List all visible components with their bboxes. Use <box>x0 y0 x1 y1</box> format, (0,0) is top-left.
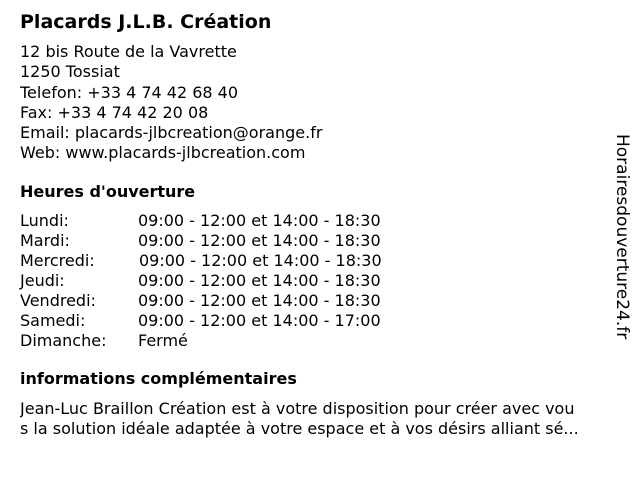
info-line: s la solution idéale adaptée à votre espace et à vos désirs alliant sé... <box>20 418 579 438</box>
hours-row-saturday <box>20 311 610 331</box>
day-hours: 09:00 - 12:00 et 14:00 - 18:30 <box>138 210 381 230</box>
day-hours: 09:00 - 12:00 et 14:00 - 18:30 <box>138 230 381 250</box>
day-label: Lundi: <box>20 210 69 230</box>
site-watermark: Horairesdouverture24.fr <box>612 134 632 340</box>
hours-row-monday <box>20 211 610 231</box>
email-address: Email: placards-jlbcreation@orange.fr <box>20 123 323 143</box>
opening-hours-heading: Heures d'ouverture <box>20 181 196 201</box>
postal-city: 1250 Tossiat <box>20 62 120 82</box>
phone-number: Telefon: +33 4 74 42 68 40 <box>20 82 239 102</box>
day-label: Samedi: <box>20 310 86 330</box>
contact-block <box>20 42 610 164</box>
fax-number: Fax: +33 4 74 42 20 08 <box>20 102 209 122</box>
info-line: Jean-Luc Braillon Création est à votre disposition pour créer avec vou <box>20 398 575 418</box>
opening-hours-table <box>20 211 610 351</box>
business-card <box>20 10 610 439</box>
hours-row-sunday <box>20 331 610 351</box>
day-hours: 09:00 - 12:00 et 14:00 - 18:30 <box>139 250 382 270</box>
hours-row-thursday <box>20 271 610 291</box>
day-label: Dimanche: <box>20 330 107 350</box>
day-label: Jeudi: <box>20 270 65 290</box>
additional-info-heading: informations complémentaires <box>20 368 297 388</box>
business-name: Placards J.L.B. Création <box>20 11 272 33</box>
day-hours: 09:00 - 12:00 et 14:00 - 18:30 <box>138 290 381 310</box>
hours-row-wednesday <box>20 251 610 271</box>
additional-info-text <box>20 399 630 439</box>
hours-row-tuesday <box>20 231 610 251</box>
day-label: Mardi: <box>20 230 70 250</box>
hours-row-friday <box>20 291 610 311</box>
day-hours: 09:00 - 12:00 et 14:00 - 17:00 <box>138 310 381 330</box>
day-hours: 09:00 - 12:00 et 14:00 - 18:30 <box>138 270 381 290</box>
website-address: Web: www.placards-jlbcreation.com <box>20 143 306 163</box>
day-hours: Fermé <box>138 330 188 350</box>
day-label: Vendredi: <box>20 290 96 310</box>
street-address: 12 bis Route de la Vavrette <box>20 42 237 61</box>
day-label: Mercredi: <box>20 250 95 270</box>
